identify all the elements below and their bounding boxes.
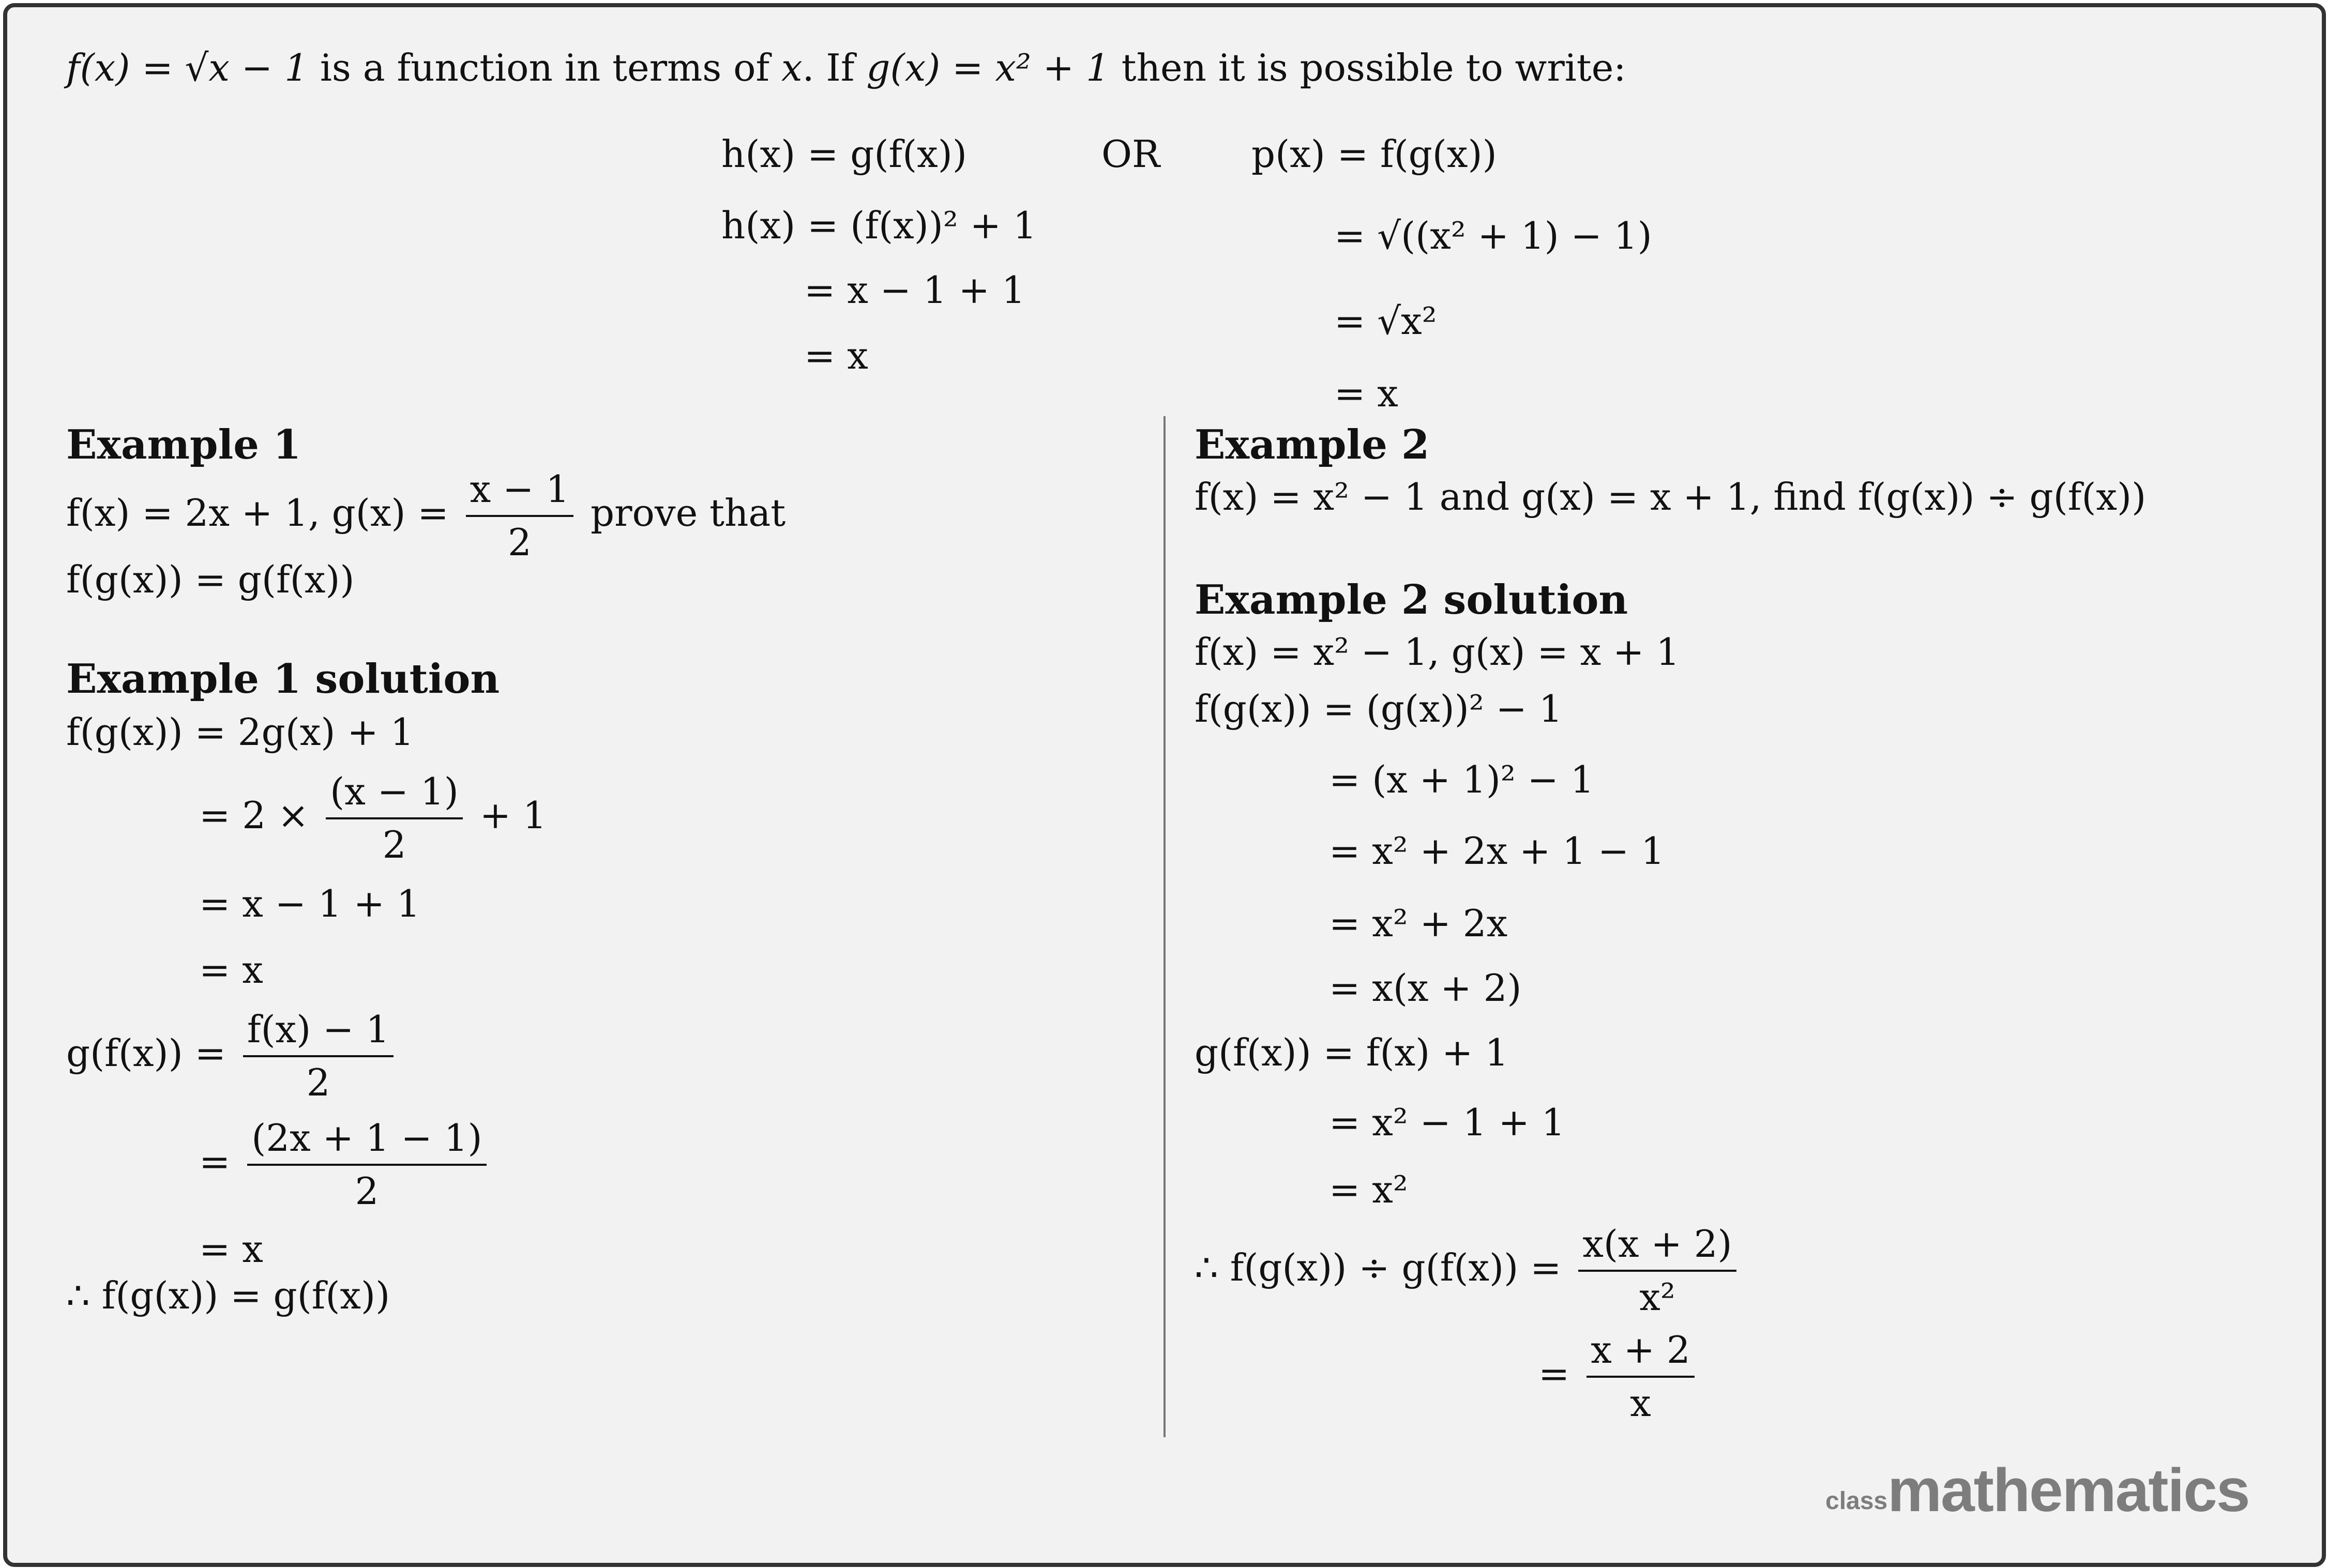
example1-solution-step-2 [199,770,547,866]
example1-given-frac-den: 2 [507,520,532,564]
example1-given-fraction [466,468,574,564]
intro-text-2: . If [802,46,855,89]
example1-given-tail: prove that [591,491,786,535]
intro-variable: x [781,46,803,89]
example1-step-5-lead: g(f(x)) = [66,1031,226,1075]
example2-step-10-lead: ∴ f(g(x)) ÷ g(f(x)) = [1195,1245,1562,1289]
example2-solution-step-10 [1195,1223,1742,1319]
intro-line [66,46,1626,89]
comp-right-line-1: p(x) = f(g(x)) [1251,132,1497,176]
example2-step-10-fraction [1578,1223,1736,1319]
example2-solution-step-1: f(x) = x² − 1, g(x) = x + 1 [1195,630,1680,674]
intro-g-definition: g(x) = x² + 1 [866,46,1110,89]
column-divider [1164,416,1166,1437]
example2-solution-step-8: = x² − 1 + 1 [1329,1101,1565,1144]
comp-left-line-4: = x [804,334,868,377]
logo-class-text: class [1825,1487,1888,1515]
comp-right-line-2: = √((x² + 1) − 1) [1334,214,1652,257]
example2-step-11-fraction [1586,1329,1695,1425]
example2-step-10-num: x(x + 2) [1578,1223,1736,1272]
classmathematics-logo [1825,1455,2249,1526]
logo-mathematics-text: mathematics [1887,1456,2249,1525]
example2-solution-step-5: = x² + 2x [1329,902,1508,945]
example2-step-10-den: x² [1639,1275,1675,1319]
example1-solution-step-6 [199,1117,492,1213]
intro-text-3: then it is possible to write: [1121,46,1626,89]
example2-step-11-lead: = [1538,1351,1570,1395]
example1-solution-step-4: = x [199,948,263,992]
example2-solution-step-9: = x² [1329,1168,1408,1211]
example2-solution-step-7: g(f(x)) = f(x) + 1 [1195,1031,1509,1074]
example1-given-a: f(x) = 2x + 1, g(x) = [66,491,449,535]
example1-step-5-num: f(x) − 1 [243,1008,394,1057]
example1-step-6-num: (2x + 1 − 1) [247,1117,486,1166]
example1-solution-step-7: = x [199,1227,263,1271]
example2-solution-step-4: = x² + 2x + 1 − 1 [1329,829,1665,873]
example1-given-frac-num: x − 1 [466,468,574,517]
example1-step-6-fraction [247,1117,486,1213]
example2-solution-step-2: f(g(x)) = (g(x))² − 1 [1195,687,1563,730]
example1-step-5-den: 2 [306,1060,330,1104]
example1-solution-step-3: = x − 1 + 1 [199,882,420,925]
example1-heading: Example 1 [66,421,301,468]
example1-given-line-1 [66,468,785,564]
example2-step-11-num: x + 2 [1586,1329,1695,1378]
example1-step-2-fraction [326,770,463,866]
example1-step-6-den: 2 [355,1169,379,1213]
example1-given-line-2: f(g(x)) = g(f(x)) [66,558,355,601]
example2-solution-step-11 [1538,1329,1700,1425]
example1-solution-step-1: f(g(x)) = 2g(x) + 1 [66,710,414,754]
example1-step-2-den: 2 [382,823,406,866]
example2-solution-step-3: = (x + 1)² − 1 [1329,758,1594,801]
example2-solution-heading: Example 2 solution [1195,576,1628,623]
example1-step-6-lead: = [199,1139,231,1183]
example1-step-2-tail: + 1 [479,793,547,837]
example1-solution-step-5 [66,1008,399,1104]
example2-step-11-den: x [1630,1381,1651,1425]
comp-left-line-1: h(x) = g(f(x)) [721,132,967,176]
intro-text-1: is a function in terms of [320,46,770,89]
example2-heading: Example 2 [1195,421,1430,468]
example1-solution-heading: Example 1 solution [66,656,500,703]
comp-left-line-3: = x − 1 + 1 [804,268,1025,312]
comp-or-label: OR [1101,132,1160,176]
example2-solution-step-6: = x(x + 2) [1329,966,1522,1010]
example1-step-2-num: (x − 1) [326,770,463,819]
example1-step-5-fraction [243,1008,394,1104]
comp-left-line-2: h(x) = (f(x))² + 1 [721,204,1037,247]
comp-right-line-4: = x [1334,372,1398,415]
comp-right-line-3: = √x² [1334,299,1437,343]
intro-f-definition: f(x) = √x − 1 [66,46,308,89]
example1-step-2-lead: = 2 × [199,793,309,837]
example2-question: f(x) = x² − 1 and g(x) = x + 1, find f(g(x)) ÷ g(f(x)) [1195,475,2147,519]
example1-solution-conclusion: ∴ f(g(x)) = g(f(x)) [66,1274,390,1317]
